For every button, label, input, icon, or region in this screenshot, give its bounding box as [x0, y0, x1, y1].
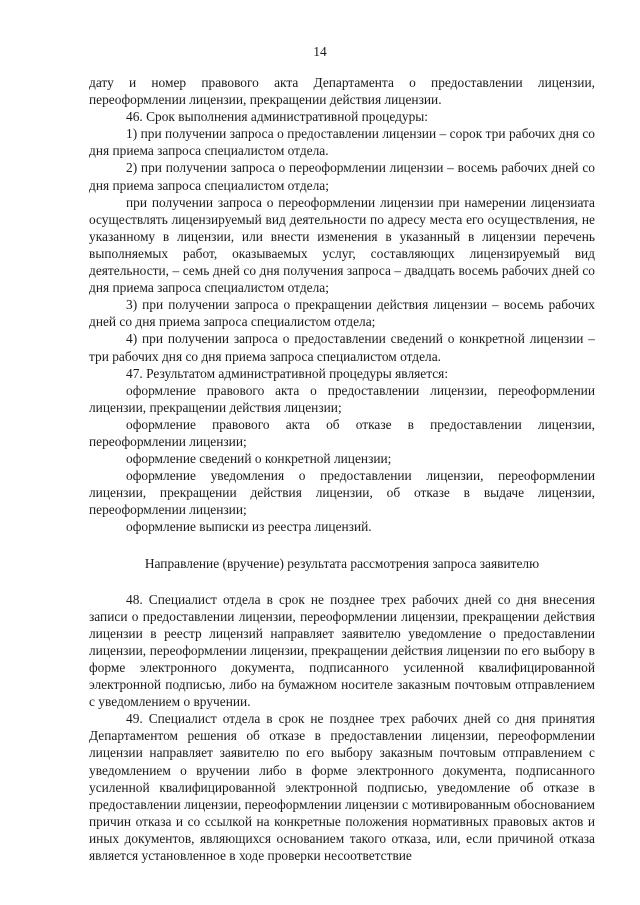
- paragraph-47-item: оформление сведений о конкретной лицензии;: [126, 451, 392, 467]
- paragraph-46-item-2-extended: при получении запроса о переоформлении лицензии при намерении лицензиата осуществлять лицензируемый вид деятельности по адресу места его осуществления, не указанному в лицензии, или внести изменения в указанный в лицензии перечень выполняемых работ, оказываемых услуг, составляющих лицензируемый вид деятельности, – семь дней со дня получения запроса – двадцать восемь рабочих дней со дня приема запроса специалистом отдела;: [89, 194, 595, 296]
- paragraph-47-item: оформление уведомления о предоставлении лицензии, переоформлении лицензии, прекращении действия лицензии, об отказе в выдаче лицензии, переоформлении лицензии;: [89, 468, 595, 518]
- paragraph-continuation: дату и номер правового акта Департамента о предоставлении лицензии, переоформлении лицензии, прекращении действия лицензии.: [89, 75, 595, 108]
- paragraph-46-item-3: 3) при получении запроса о прекращении действия лицензии – восемь рабочих дней со дня приема запроса специалистом отдела;: [89, 297, 595, 330]
- paragraph-47-item: оформление выписки из реестра лицензий.: [126, 519, 372, 535]
- section-heading: Направление (вручение) результата рассмотрения запроса заявителю: [144, 555, 540, 571]
- paragraph-46-item-1: 1) при получении запроса о предоставлении лицензии – сорок три рабочих дня со дня приема запроса специалистом отдела.: [89, 126, 595, 159]
- paragraph-46-heading: 46. Срок выполнения административной процедуры:: [126, 109, 429, 125]
- paragraph-47-item: оформление правового акта об отказе в предоставлении лицензии, переоформлении лицензии;: [89, 416, 595, 449]
- paragraph-47-item: оформление правового акта о предоставлении лицензии, переоформлении лицензии, прекращении действия лицензии;: [89, 382, 595, 415]
- paragraph-46-item-2: 2) при получении запроса о переоформлении лицензии – восемь рабочих дней со дня приема запроса специалистом отдела;: [89, 160, 595, 193]
- page-number: 14: [313, 44, 327, 59]
- document-body: [89, 74, 595, 864]
- paragraph-49: 49. Специалист отдела в срок не позднее трех рабочих дней со дня принятия Департаментом решения об отказе в предоставлении лицензии, переоформлении лицензии направляет заявителю по его выбору заказным почтовым отправлением с уведомлением о вручении либо в форме электронного документа, подписанного усиленной квалифицированной электронной подписью, уведомление об отказе в предоставлении лицензии, переоформлении лицензии с мотивированным обоснованием причин отказа и со ссылкой на конкретные положения нормативных правовых актов и иных документов, являющихся основанием такого отказа, или, если причиной отказа является установленное в ходе проверки несоответствие: [89, 711, 595, 864]
- paragraph-47-heading: 47. Результатом административной процедуры является:: [126, 365, 449, 381]
- paragraph-48: 48. Специалист отдела в срок не позднее трех рабочих дней со дня внесения записи о предоставлении лицензии, переоформлении лицензии, прекращении действия лицензии в реестр лицензий направляет заявителю уведомление о предоставлении лицензии, переоформлении лицензии, прекращении действия лицензии по его выбору в форме электронного документа, подписанного усиленной квалифицированной электронной подписью, либо на бумажном носителе заказным почтовым отправлением с уведомлением о вручении.: [89, 591, 595, 710]
- paragraph-46-item-4: 4) при получении запроса о предоставлении сведений о конкретной лицензии – три рабочих дня со дня приема запроса специалистом отдела.: [89, 331, 595, 364]
